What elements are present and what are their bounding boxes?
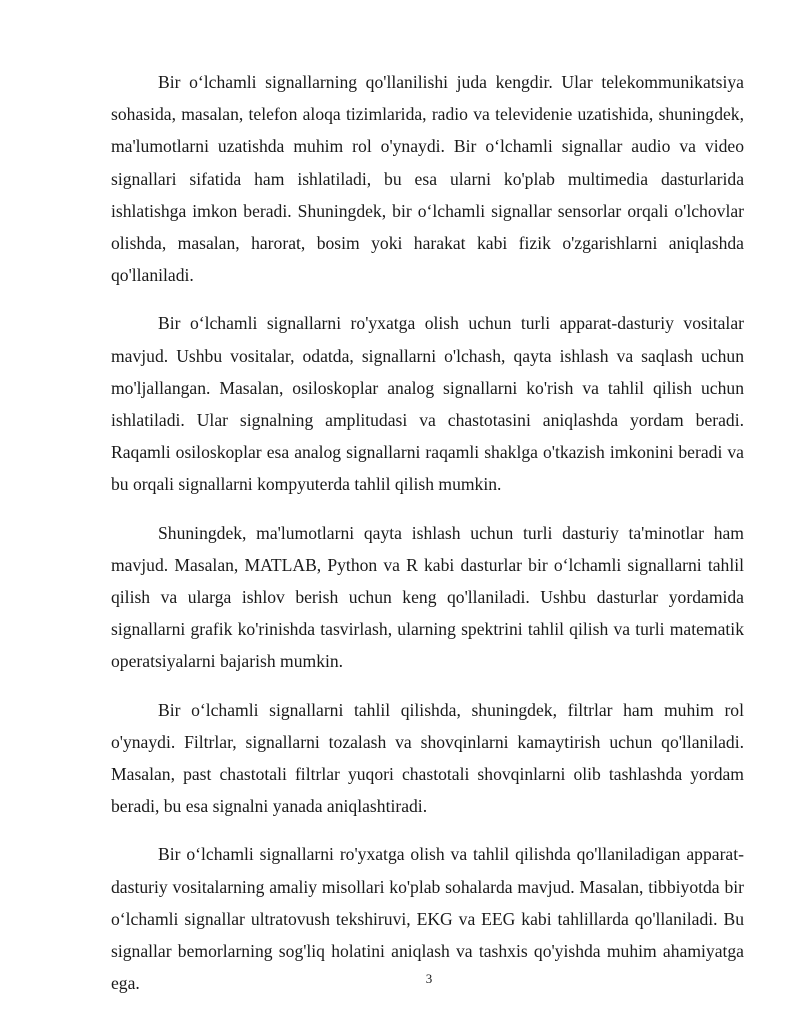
paragraph-5: Bir oʻlchamli signallarni ro'yxatga olish va tahlil qilishda qo'llaniladigan apparat-dasturiy vositalarning amaliy misollari ko'plab sohalarda mavjud. Masalan, tibbiyotda bir oʻlchamli signallar ultratovush tekshiruvi, EKG va EEG kabi tahlillarda qo'llaniladi. Bu signallar bemorlarning sog'liq holatini aniqlash va tashxis qo'yishda muhim ahamiyatga ega. bbox=[111, 844, 744, 994]
document-page bbox=[111, 66, 744, 1015]
paragraph-1: Bir oʻlchamli signallarning qo'llanilishi juda kengdir. Ular telekommunikatsiya sohasida, masalan, telefon aloqa tizimlarida, radio va televidenie uzatishida, shuningdek, ma'lumotlarni uzatishda muhim rol o'ynaydi. Bir oʻlchamli signallar audio va video signallari sifatida ham ishlatiladi, bu esa ularni ko'plab multimedia dasturlarida ishlatishga imkon beradi. Shuningdek, bir oʻlchamli signallar sensorlar orqali o'lchovlar olishda, masalan, harorat, bosim yoki harakat kabi fizik o'zgarishlarni aniqlashda qo'llaniladi. bbox=[111, 72, 744, 286]
paragraph-4: Bir oʻlchamli signallarni tahlil qilishda, shuningdek, filtrlar ham muhim rol o'ynaydi. Filtrlar, signallarni tozalash va shovqinlarni kamaytirish uchun qo'llaniladi. Masalan, past chastotali filtrlar yuqori chastotali shovqinlarni olib tashlashda yordam beradi, bu esa signalni yanada aniqlashtiradi. bbox=[111, 699, 744, 817]
page-number: 3 bbox=[425, 971, 433, 986]
paragraph-3: Shuningdek, ma'lumotlarni qayta ishlash uchun turli dasturiy ta'minotlar ham mavjud. Masalan, MATLAB, Python va R kabi dasturlar bir oʻlchamli signallarni tahlil qilish va ularga ishlov berish uchun keng qo'llaniladi. Ushbu dasturlar yordamida signallarni grafik ko'rinishda tasvirlash, ularning spektrini tahlil qilish va turli matematik operatsiyalarni bajarish mumkin. bbox=[111, 522, 744, 672]
paragraph-2: Bir oʻlchamli signallarni ro'yxatga olish uchun turli apparat-dasturiy vositalar mavjud. Ushbu vositalar, odatda, signallarni o'lchash, qayta ishlash va saqlash uchun mo'ljallangan. Masalan, osiloskoplar analog signallarni ko'rish va tahlil qilish uchun ishlatiladi. Ular signalning amplitudasi va chastotasini aniqlashda yordam beradi. Raqamli osiloskoplar esa analog signallarni raqamli shaklga o'tkazish imkonini beradi va bu orqali signallarni kompyuterda tahlil qilish mumkin. bbox=[111, 313, 744, 495]
